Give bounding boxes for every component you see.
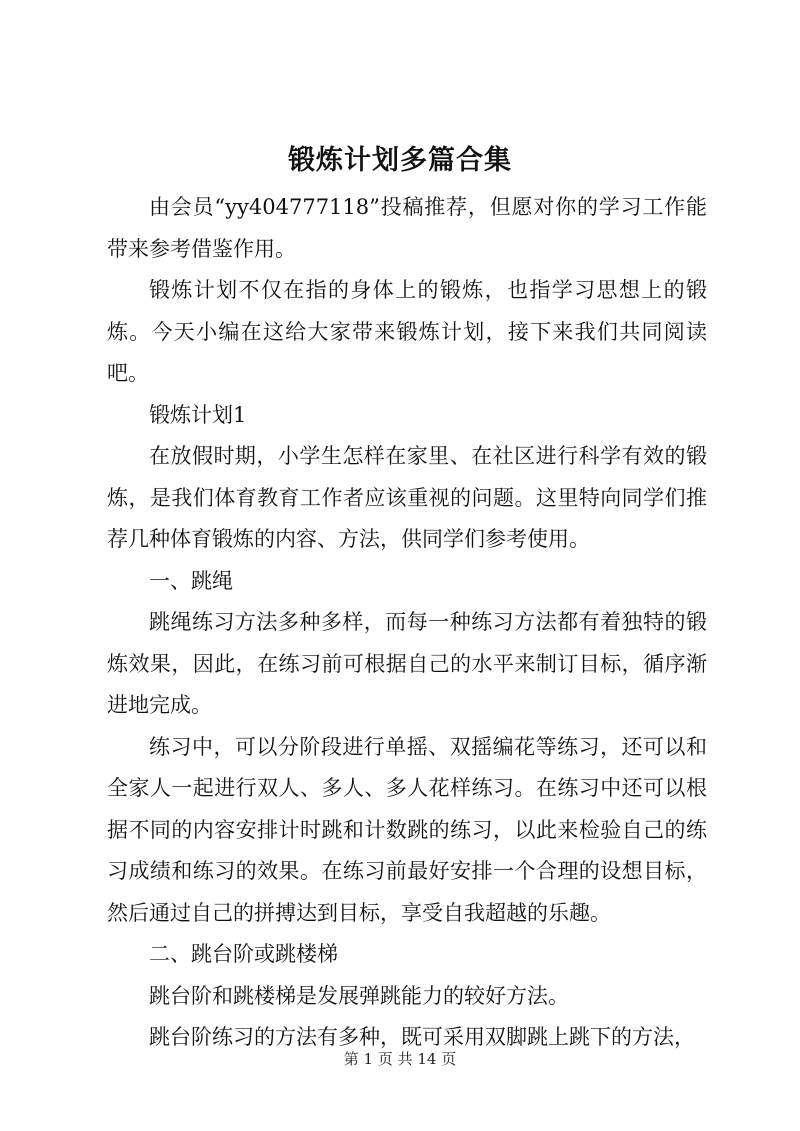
page-number-footer: 第 1 页 共 14 页 [343, 1050, 457, 1068]
paragraph: 跳台阶练习的方法有多种，既可采用双脚跳上跳下的方法， [149, 1025, 695, 1049]
paragraph: 练习中，可以分阶段进行单摇、双摇编花等练习，还可以和全家人一起进行双人、多人、多人花样练习。在练习中还可以根据不同的内容安排计时跳和计数跳的练习，以此来检验自己的练习成绩和练习的效果。在练习前最好安排一个合理的设想目标，然后通过自己的拼搏达到目标，享受自我超越的乐趣。 [107, 734, 707, 925]
section-heading: 一、跳绳 [149, 568, 233, 593]
document-title: 锻炼计划多篇合集 [288, 145, 512, 176]
paragraph: 锻炼计划不仅在指的身体上的锻炼，也指学习思想上的锻炼。今天小编在这给大家带来锻炼计划，接下来我们共同阅读吧。 [107, 278, 707, 385]
document-body [107, 187, 707, 1059]
section-heading: 二、跳台阶或跳楼梯 [149, 942, 338, 966]
paragraph: 在放假时期，小学生怎样在家里、在社区进行科学有效的锻炼，是我们体育教育工作者应该重视的问题。这里特向同学们推荐几种体育锻炼的内容、方法，供同学们参考使用。 [107, 444, 707, 551]
paragraph: 跳台阶和跳楼梯是发展弹跳能力的较好方法。 [149, 983, 569, 1008]
paragraph: 由会员“yy404777118”投稿推荐，但愿对你的学习工作能带来参考借鉴作用。 [107, 195, 707, 261]
section-heading: 锻炼计划1 [149, 402, 247, 427]
paragraph: 跳绳练习方法多种多样，而每一种练习方法都有着独特的锻炼效果，因此，在练习前可根据自己的水平来制订目标，循序渐进地完成。 [107, 610, 707, 717]
